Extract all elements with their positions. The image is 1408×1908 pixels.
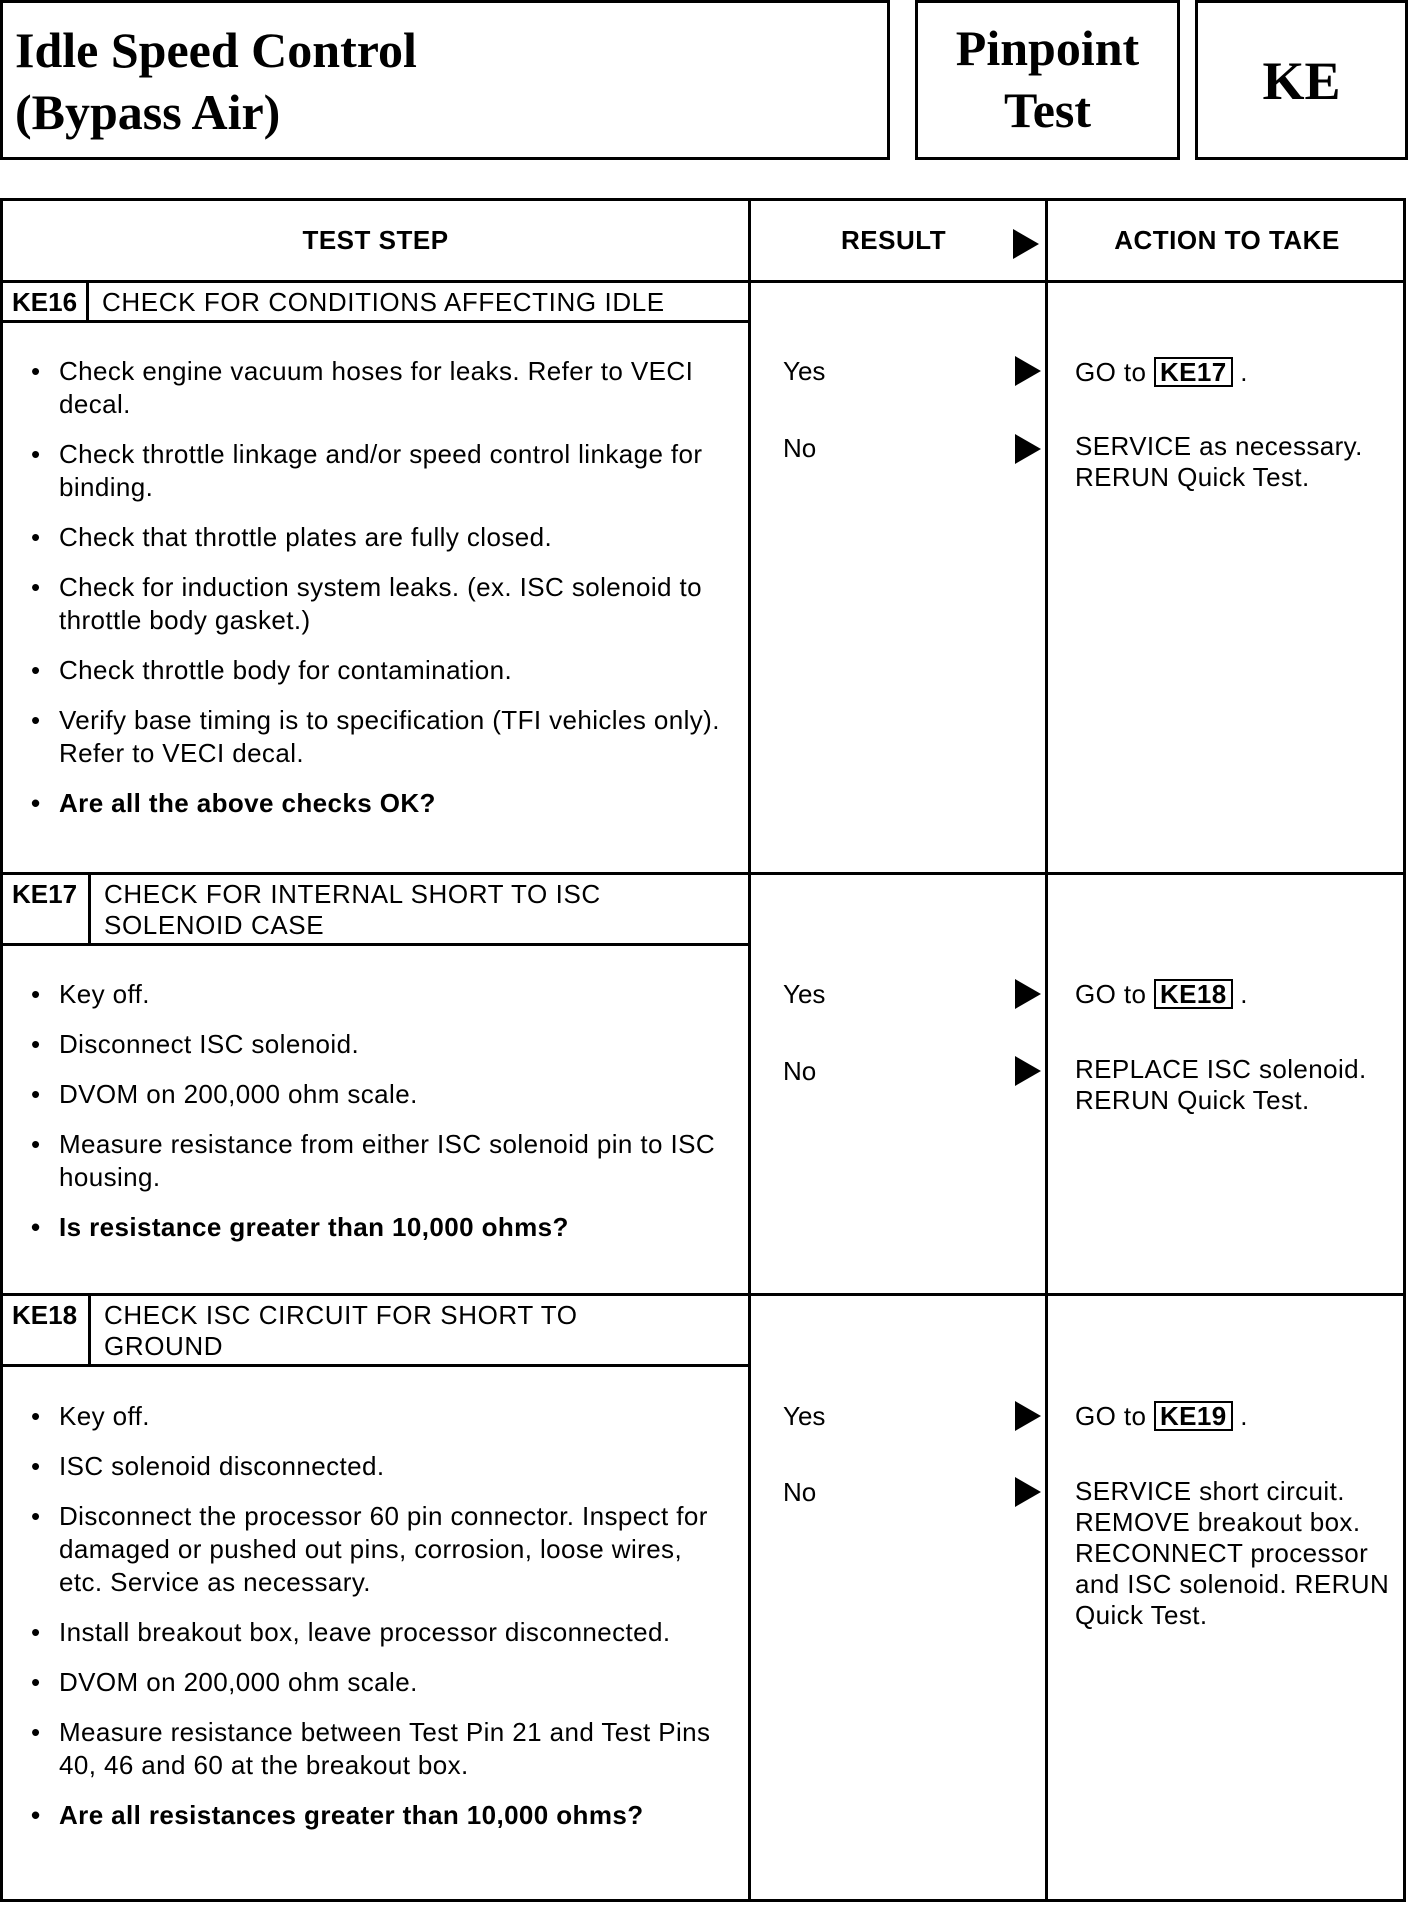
title-line-2: (Bypass Air): [15, 84, 281, 140]
list-item: • Check for induction system leaks. (ex. ISC solenoid to throttle body gasket.): [25, 571, 725, 637]
arrow-icon: [1015, 356, 1041, 386]
title-line-1: Idle Speed Control: [15, 22, 417, 78]
list-item: • Check that throttle plates are fully closed.: [25, 521, 725, 554]
col-header-result: RESULT: [841, 225, 947, 255]
result-arrow-icon: [1013, 229, 1039, 259]
action-text: .: [1240, 979, 1248, 1009]
step-id: KE17: [3, 875, 91, 943]
action-text: .: [1240, 357, 1248, 387]
list-item: • Install breakout box, leave processor disconnected.: [25, 1616, 725, 1649]
col-header-test-step: TEST STEP: [302, 225, 449, 255]
action-text: GO to: [1075, 979, 1147, 1009]
arrow-icon: [1015, 979, 1041, 1009]
list-item: • Are all resistances greater than 10,000 ohms?: [25, 1799, 725, 1832]
list-item: • Disconnect the processor 60 pin connector. Inspect for damaged or pushed out pins, corrosion, loose wires, etc. Service as necessary.: [25, 1500, 725, 1599]
result-no: No: [783, 1477, 817, 1507]
list-item: • ISC solenoid disconnected.: [25, 1450, 725, 1483]
step-title: CHECK FOR INTERNAL SHORT TO ISC SOLENOID CASE: [104, 879, 601, 940]
action-yes: [1075, 357, 1405, 388]
col-header-action: ACTION TO TAKE: [1114, 225, 1340, 255]
arrow-icon: [1015, 1056, 1041, 1086]
list-item: • Key off.: [25, 978, 725, 1011]
step-reference: KE19: [1154, 1401, 1233, 1431]
result-yes: Yes: [783, 1401, 826, 1431]
pinpoint-test-box: [915, 0, 1180, 160]
list-item: • DVOM on 200,000 ohm scale.: [25, 1666, 725, 1699]
step-id: KE18: [3, 1296, 91, 1364]
test-table: [0, 198, 1406, 1902]
step-header: [3, 283, 748, 323]
title-box: [0, 0, 890, 160]
step-id: KE16: [3, 283, 89, 320]
action-no: REPLACE ISC solenoid. RERUN Quick Test.: [1075, 1054, 1367, 1115]
list-item: • Verify base timing is to specification (TFI vehicles only). Refer to VECI decal.: [25, 704, 725, 770]
arrow-icon: [1015, 434, 1041, 464]
action-yes: [1075, 1401, 1405, 1432]
step-header: [3, 1296, 748, 1367]
list-item: • Measure resistance from either ISC solenoid pin to ISC housing.: [25, 1128, 725, 1194]
step-reference: KE18: [1154, 979, 1233, 1009]
list-item: • Check engine vacuum hoses for leaks. Refer to VECI decal.: [25, 355, 725, 421]
list-item: • Are all the above checks OK?: [25, 787, 725, 820]
action-text: GO to: [1075, 1401, 1147, 1431]
section-code: KE: [1262, 51, 1341, 111]
list-item: • DVOM on 200,000 ohm scale.: [25, 1078, 725, 1111]
list-item: • Disconnect ISC solenoid.: [25, 1028, 725, 1061]
list-item: • Check throttle body for contamination.: [25, 654, 725, 687]
list-item: • Check throttle linkage and/or speed control linkage for binding.: [25, 438, 725, 504]
column-divider: [1045, 201, 1048, 1899]
result-yes: Yes: [783, 979, 826, 1009]
column-divider: [748, 201, 751, 1899]
list-item: • Is resistance greater than 10,000 ohms?: [25, 1211, 725, 1244]
step-header: [3, 875, 748, 946]
result-no: No: [783, 433, 817, 463]
step-reference: KE17: [1154, 357, 1233, 387]
section-code-box: [1195, 0, 1408, 160]
step-title: CHECK ISC CIRCUIT FOR SHORT TO GROUND: [104, 1300, 578, 1361]
action-no: SERVICE short circuit. REMOVE breakout box. RECONNECT processor and ISC solenoid. RERUN Quick Test.: [1075, 1476, 1390, 1630]
step-bullets: [25, 1400, 725, 1849]
result-no: No: [783, 1056, 817, 1086]
arrow-icon: [1015, 1401, 1041, 1431]
action-text: GO to: [1075, 357, 1147, 387]
test-label: Test: [1003, 82, 1092, 138]
action-text: .: [1240, 1401, 1248, 1431]
pinpoint-label: Pinpoint: [955, 20, 1140, 76]
result-yes: Yes: [783, 356, 826, 386]
action-no: SERVICE as necessary. RERUN Quick Test.: [1075, 431, 1363, 492]
action-yes: [1075, 979, 1405, 1010]
step-bullets: [25, 355, 725, 837]
step-bullets: [25, 978, 725, 1261]
list-item: • Measure resistance between Test Pin 21 and Test Pins 40, 46 and 60 at the breakout box.: [25, 1716, 725, 1782]
step-title: CHECK FOR CONDITIONS AFFECTING IDLE: [102, 287, 665, 317]
arrow-icon: [1015, 1477, 1041, 1507]
list-item: • Key off.: [25, 1400, 725, 1433]
